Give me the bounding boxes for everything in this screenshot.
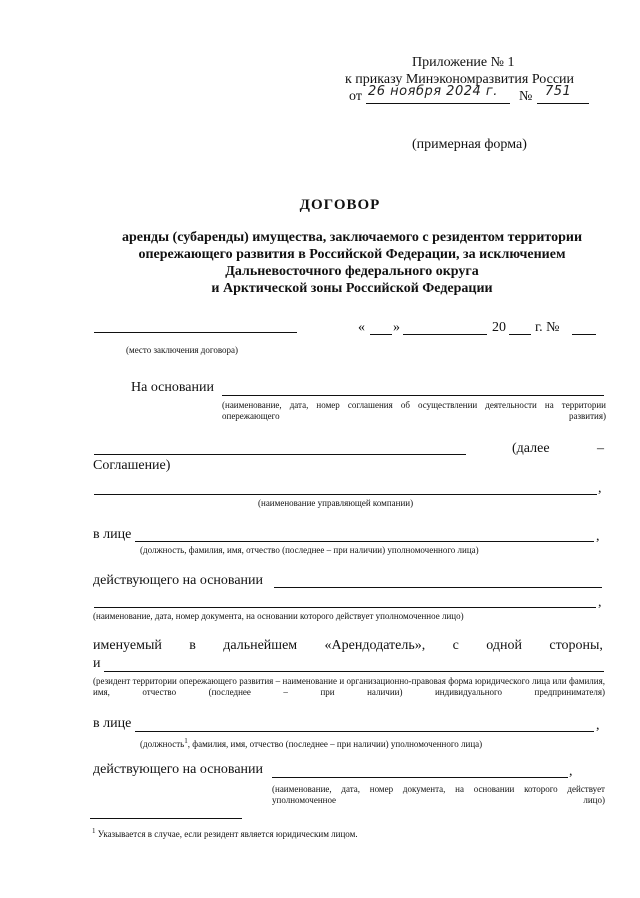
order-date-handwritten: 26 ноября 2024 г.	[368, 84, 498, 99]
order-number-handwritten: 751	[545, 84, 572, 99]
rep1-label: в лице	[93, 527, 132, 542]
mgmt-company-caption: (наименование управляющей компании)	[258, 498, 414, 508]
rep2-caption-end: , фамилия, имя, отчество (последнее – при наличии) уполномоченного лица)	[187, 739, 483, 749]
resident-field-line	[104, 671, 604, 672]
order-reference: к приказу Минэкономразвития России	[345, 72, 575, 87]
document-title: ДОГОВОР	[299, 197, 381, 213]
year-field-line	[509, 334, 531, 335]
acting1-caption: (наименование, дата, номер документа, на основании которого действует уполномоченное лицо)	[93, 611, 464, 621]
comma: ,	[569, 764, 573, 779]
rep2-field-line	[135, 731, 594, 732]
rep2-caption-start: (должность	[140, 739, 185, 749]
day-field-line	[370, 334, 392, 335]
subtitle-line: аренды (субаренды) имущества, заключаемого с резидентом территории	[121, 230, 583, 245]
acting1-field-line	[274, 587, 602, 588]
further-label: (далее	[512, 441, 550, 456]
named-word: «Арендодатель»,	[324, 638, 426, 653]
and-label: и	[93, 656, 101, 671]
quote-close: »	[393, 320, 400, 335]
rep2-caption	[140, 736, 482, 750]
subtitle-line: Дальневосточного федерального округа	[225, 264, 479, 279]
agreement-label: Соглашение)	[93, 458, 171, 473]
basis-field-line	[222, 395, 604, 396]
comma: ,	[598, 595, 602, 610]
dash: –	[597, 441, 604, 456]
order-number-prefix: №	[519, 89, 533, 104]
order-date-line	[366, 103, 510, 104]
named-word: одной	[486, 638, 522, 653]
footnote	[92, 826, 358, 840]
contract-number-label: г. №	[535, 320, 560, 335]
footnote-mark: 1	[92, 827, 96, 835]
acting2-caption: (наименование, дата, номер документа, на основании которого действует уполномоченное лицо)	[272, 784, 605, 805]
subtitle-line: и Арктической зоны Российской Федерации	[211, 281, 493, 296]
named-word: именуемый	[93, 638, 162, 653]
contract-number-line	[572, 334, 596, 335]
quote-open: «	[358, 320, 365, 335]
rep2-label: в лице	[93, 716, 132, 731]
named-word: стороны,	[549, 638, 603, 653]
place-field-line	[94, 332, 297, 333]
mgmt-company-line	[94, 494, 597, 495]
form-note: (примерная форма)	[412, 137, 527, 152]
comma: ,	[598, 481, 602, 496]
comma: ,	[596, 529, 600, 544]
basis-continuation-line	[94, 454, 466, 455]
named-word: дальнейшем	[223, 638, 298, 653]
year-prefix: 20	[492, 320, 506, 335]
month-field-line	[403, 334, 487, 335]
order-number-line	[537, 103, 589, 104]
named-word: с	[452, 638, 459, 653]
named-word: в	[189, 638, 196, 653]
resident-caption: (резидент территории опережающего развития – наименование и организационно-правовая форма юридического лица или фамилия, имя, отчество (последнее – при наличии) индивидуального предпринимателя)	[93, 676, 605, 697]
acting1-label: действующего на основании	[93, 573, 264, 588]
footnote-reference: 1	[184, 737, 188, 745]
appendix-title: Приложение № 1	[412, 55, 515, 70]
place-caption: (место заключения договора)	[126, 345, 239, 355]
rep1-field-line	[135, 541, 594, 542]
landlord-clause	[93, 638, 603, 654]
basis-caption: (наименование, дата, номер соглашения об осуществлении деятельности на территории опережающего развития)	[222, 400, 606, 421]
order-date-prefix: от	[349, 89, 362, 104]
basis-label: На основании	[131, 380, 214, 395]
comma: ,	[596, 718, 600, 733]
footnote-separator	[90, 818, 242, 819]
acting2-label: действующего на основании	[93, 762, 264, 777]
acting2-field-line	[272, 777, 568, 778]
subtitle-line: опережающего развития в Российской Федерации, за исключением	[138, 247, 566, 262]
acting1-continuation-line	[94, 607, 596, 608]
footnote-text: Указывается в случае, если резидент является юридическим лицом.	[97, 829, 358, 839]
rep1-caption: (должность, фамилия, имя, отчество (последнее – при наличии) уполномоченного лица)	[140, 545, 479, 555]
document-subtitle	[96, 229, 608, 297]
